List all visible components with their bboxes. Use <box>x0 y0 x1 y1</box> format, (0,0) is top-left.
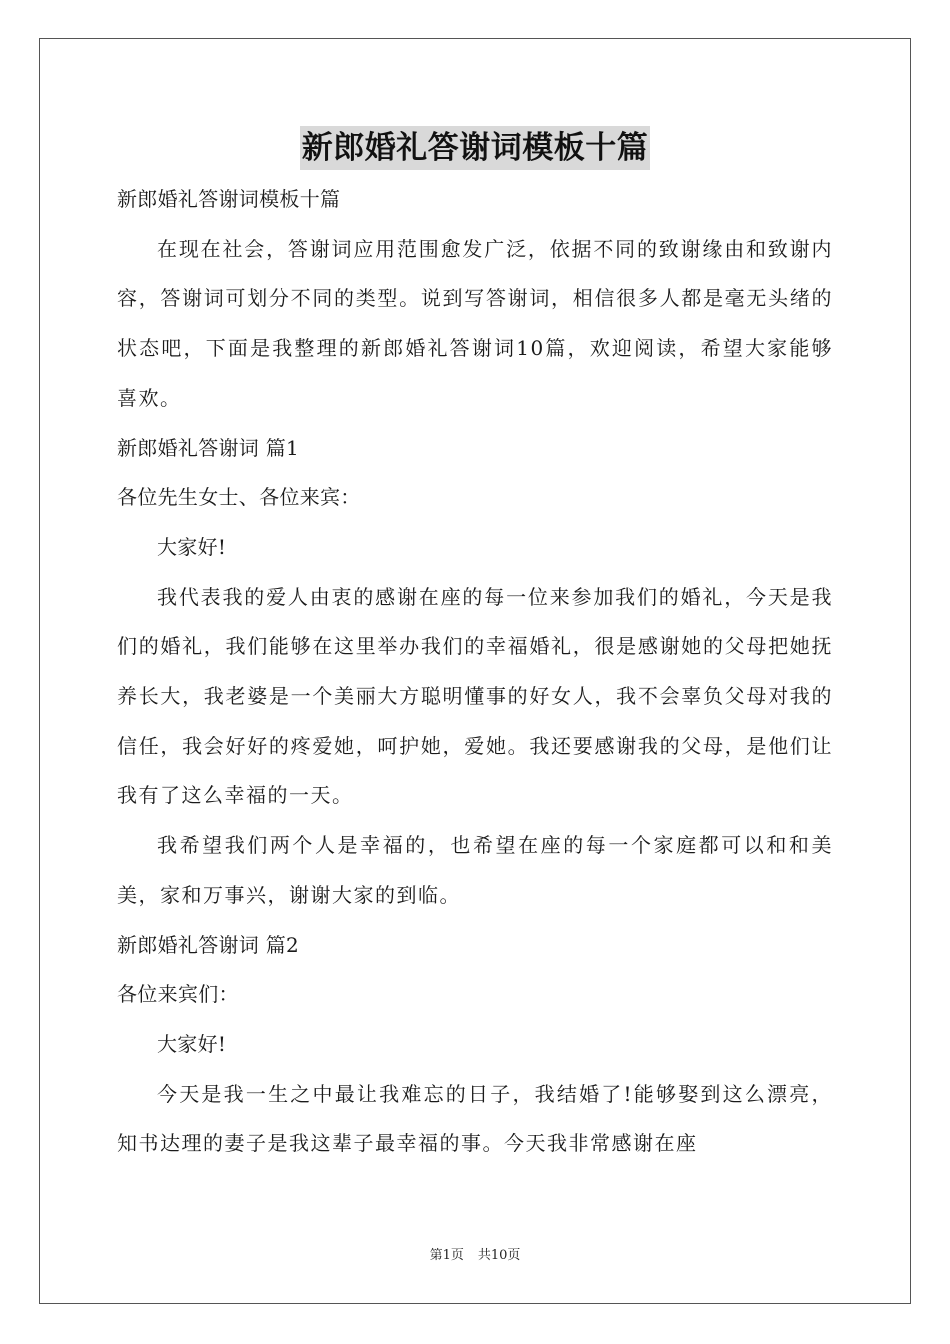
page-footer <box>0 1246 950 1266</box>
salutation-1: 各位先生女士、各位来宾： <box>117 485 361 510</box>
greeting-2: 大家好! <box>157 1031 227 1056</box>
intro-paragraph: 在现在社会，答谢词应用范围愈发广泛，依据不同的致谢缘由和致谢内容，答谢词可划分不同的类型。说到写答谢词，相信很多人都是毫无头绪的状态吧，下面是我整理的新郎婚礼答谢词10篇，欢迎阅读，希望大家能够喜欢。 <box>117 236 833 410</box>
section-1-paragraph-1: 我代表我的爱人由衷的感谢在座的每一位来参加我们的婚礼，今天是我们的婚礼，我们能够在这里举办我们的幸福婚礼，很是感谢她的父母把她抚养长大，我老婆是一个美丽大方聪明懂事的好女人，我不会辜负父母对我的信任，我会好好的疼爱她，呵护她，爱她。我还要感谢我的父母，是他们让我有了这么幸福的一天。 <box>117 584 833 808</box>
document-subtitle: 新郎婚礼答谢词模板十篇 <box>117 187 341 211</box>
document-title: 新郎婚礼答谢词模板十篇 <box>300 126 651 170</box>
section-heading-2: 新郎婚礼答谢词 篇2 <box>117 932 300 957</box>
salutation-2: 各位来宾们： <box>117 982 239 1007</box>
section-1-paragraph-2: 我希望我们两个人是幸福的，也希望在座的每一个家庭都可以和和美美，家和万事兴，谢谢大家的到临。 <box>117 833 833 907</box>
greeting-1: 大家好! <box>157 534 227 559</box>
title-container <box>0 126 950 170</box>
section-heading-1: 新郎婚礼答谢词 篇1 <box>117 435 300 460</box>
page-number: 第1页 <box>429 1248 464 1263</box>
page-total: 共10页 <box>477 1248 521 1263</box>
section-2-paragraph-1: 今天是我一生之中最让我难忘的日子，我结婚了!能够娶到这么漂亮，知书达理的妻子是我这辈子最幸福的事。今天我非常感谢在座 <box>117 1081 833 1156</box>
document-body <box>117 175 833 1169</box>
